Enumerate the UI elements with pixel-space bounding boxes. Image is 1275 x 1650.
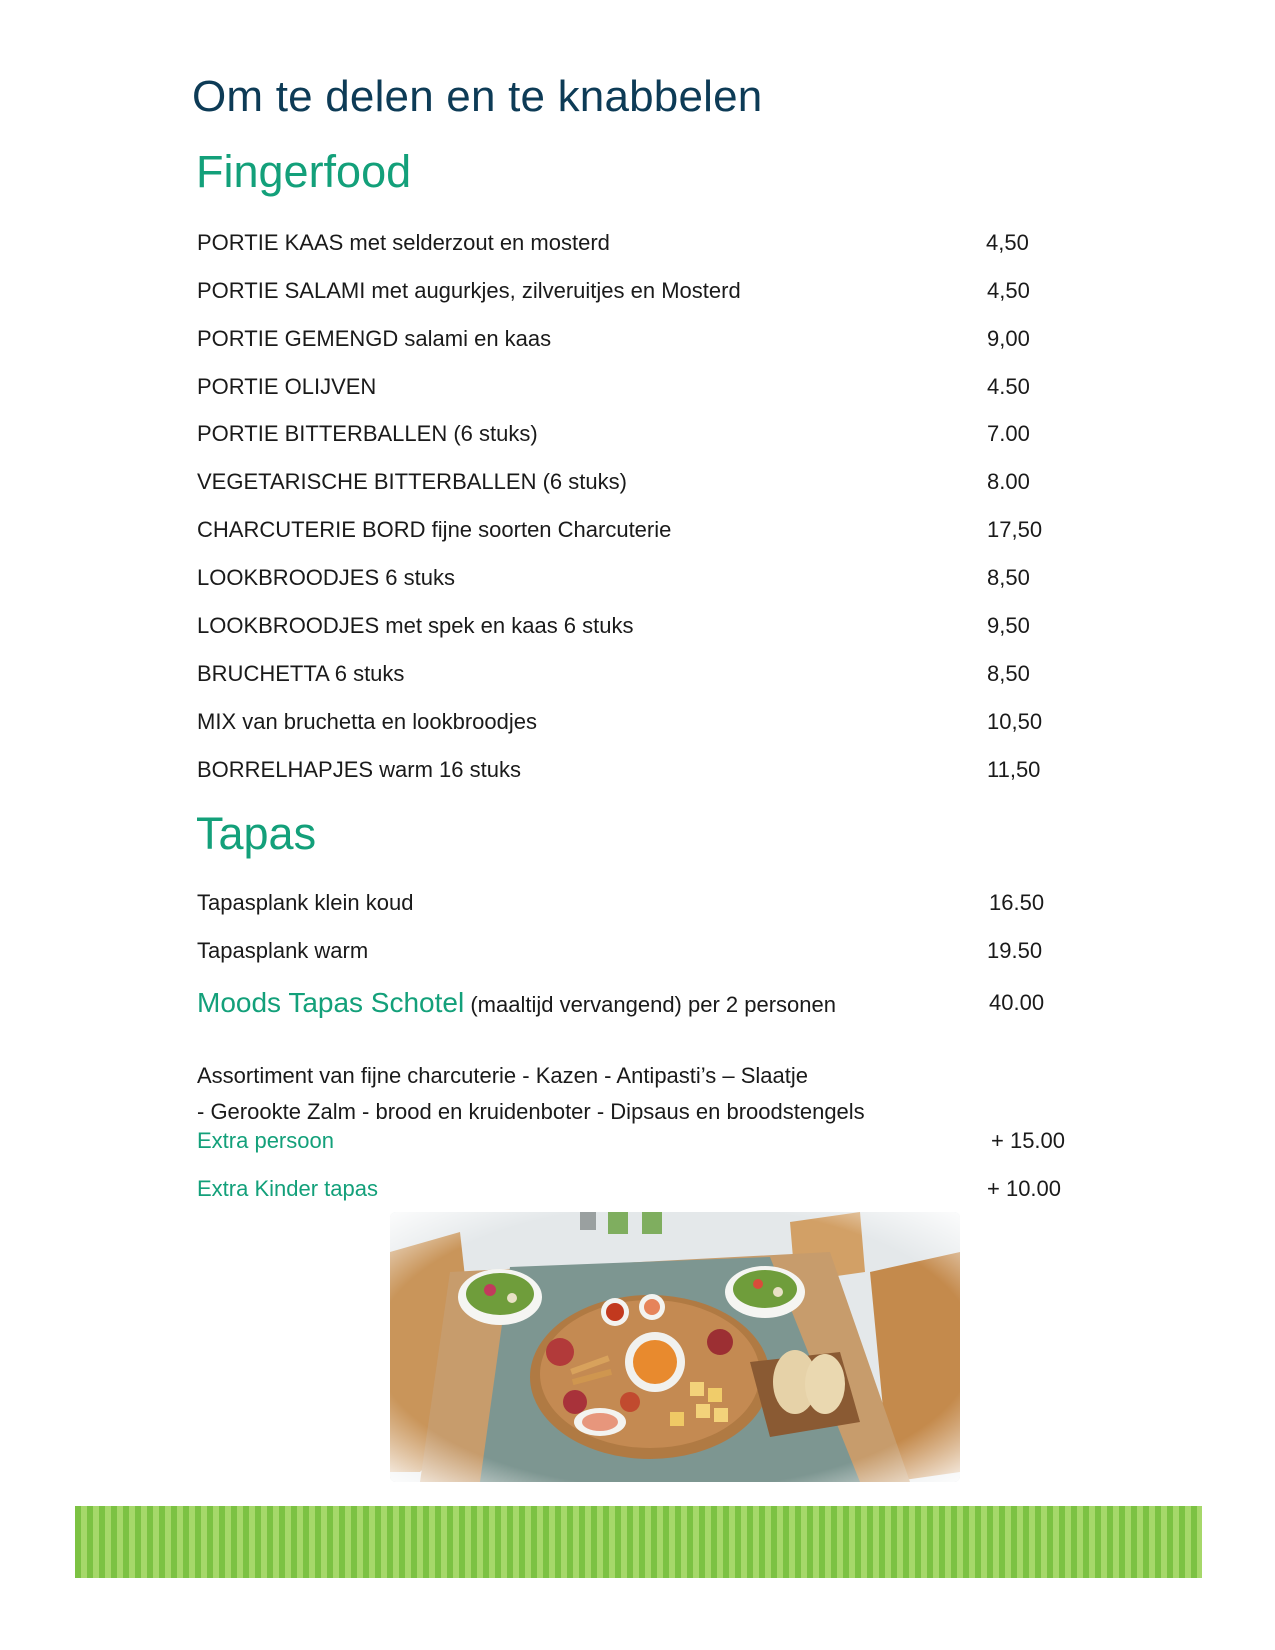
item-price: 9,00 xyxy=(987,326,1030,351)
item-name: CHARCUTERIE BORD fijne soorten Charcuterie xyxy=(197,517,672,542)
item-price: 17,50 xyxy=(987,517,1043,542)
menu-item xyxy=(197,936,1097,966)
menu-item xyxy=(197,563,1097,593)
extra-item xyxy=(197,1126,1097,1156)
tapas-heading: Tapas xyxy=(196,808,317,859)
item-name: PORTIE OLIJVEN xyxy=(197,374,377,399)
item-price: 8.00 xyxy=(987,469,1030,494)
menu-item xyxy=(197,324,1097,354)
menu-item xyxy=(197,467,1097,497)
tapas-photo xyxy=(390,1212,960,1482)
item-name: Extra Kinder tapas xyxy=(197,1176,378,1201)
item-price: 4,50 xyxy=(987,278,1030,303)
menu-item xyxy=(197,659,1097,689)
item-name: PORTIE BITTERBALLEN (6 stuks) xyxy=(197,421,538,446)
item-price: 4,50 xyxy=(986,230,1029,255)
item-name: Extra persoon xyxy=(197,1128,334,1153)
menu-item-schotel xyxy=(197,988,1097,1018)
menu-item xyxy=(197,419,1097,449)
item-name: BRUCHETTA 6 stuks xyxy=(197,661,405,686)
item-name xyxy=(197,988,836,1020)
menu-item xyxy=(197,755,1097,785)
item-price: 8,50 xyxy=(987,661,1030,686)
schotel-description xyxy=(197,1058,997,1130)
menu-item xyxy=(197,611,1097,641)
item-name: VEGETARISCHE BITTERBALLEN (6 stuks) xyxy=(197,469,627,494)
decorative-stripe-band xyxy=(75,1506,1202,1578)
item-name: PORTIE GEMENGD salami en kaas xyxy=(197,326,552,351)
item-price: 11,50 xyxy=(987,757,1041,782)
item-name: MIX van bruchetta en lookbroodjes xyxy=(197,709,537,734)
fingerfood-heading: Fingerfood xyxy=(196,146,412,197)
schotel-title: Moods Tapas Schotel xyxy=(197,987,465,1018)
menu-item xyxy=(197,888,1097,918)
item-price: 7.00 xyxy=(987,421,1030,446)
item-name: PORTIE KAAS met selderzout en mosterd xyxy=(197,230,610,255)
page-title: Om te delen en te knabbelen xyxy=(192,72,763,121)
menu-item xyxy=(197,515,1097,545)
item-price: 10,50 xyxy=(987,709,1043,734)
item-price: 19.50 xyxy=(987,938,1043,963)
item-price: 40.00 xyxy=(989,990,1045,1015)
item-price: 16.50 xyxy=(989,890,1045,915)
item-name: LOOKBROODJES met spek en kaas 6 stuks xyxy=(197,613,634,638)
description-line: Assortiment van fijne charcuterie - Kazen - Antipasti’s – Slaatje xyxy=(197,1063,809,1088)
extra-item xyxy=(197,1174,1097,1204)
item-name: LOOKBROODJES 6 stuks xyxy=(197,565,455,590)
description-line: - Gerookte Zalm - brood en kruidenboter - Dipsaus en broodstengels xyxy=(197,1099,865,1124)
schotel-subtitle: (maaltijd vervangend) per 2 personen xyxy=(470,992,836,1017)
item-price: 4.50 xyxy=(987,374,1030,399)
item-name: Tapasplank klein koud xyxy=(197,890,414,915)
item-name: BORRELHAPJES warm 16 stuks xyxy=(197,757,521,782)
item-price: 9,50 xyxy=(987,613,1030,638)
item-name: Tapasplank warm xyxy=(197,938,369,963)
item-name: PORTIE SALAMI met augurkjes, zilveruitjes en Mosterd xyxy=(197,278,741,303)
menu-item xyxy=(197,707,1097,737)
item-price: 8,50 xyxy=(987,565,1030,590)
tapas-photo-illustration xyxy=(390,1212,960,1482)
item-price: + 10.00 xyxy=(987,1176,1062,1201)
menu-item xyxy=(197,228,1097,258)
menu-item xyxy=(197,276,1097,306)
menu-item xyxy=(197,372,1097,402)
item-price: + 15.00 xyxy=(991,1128,1066,1153)
